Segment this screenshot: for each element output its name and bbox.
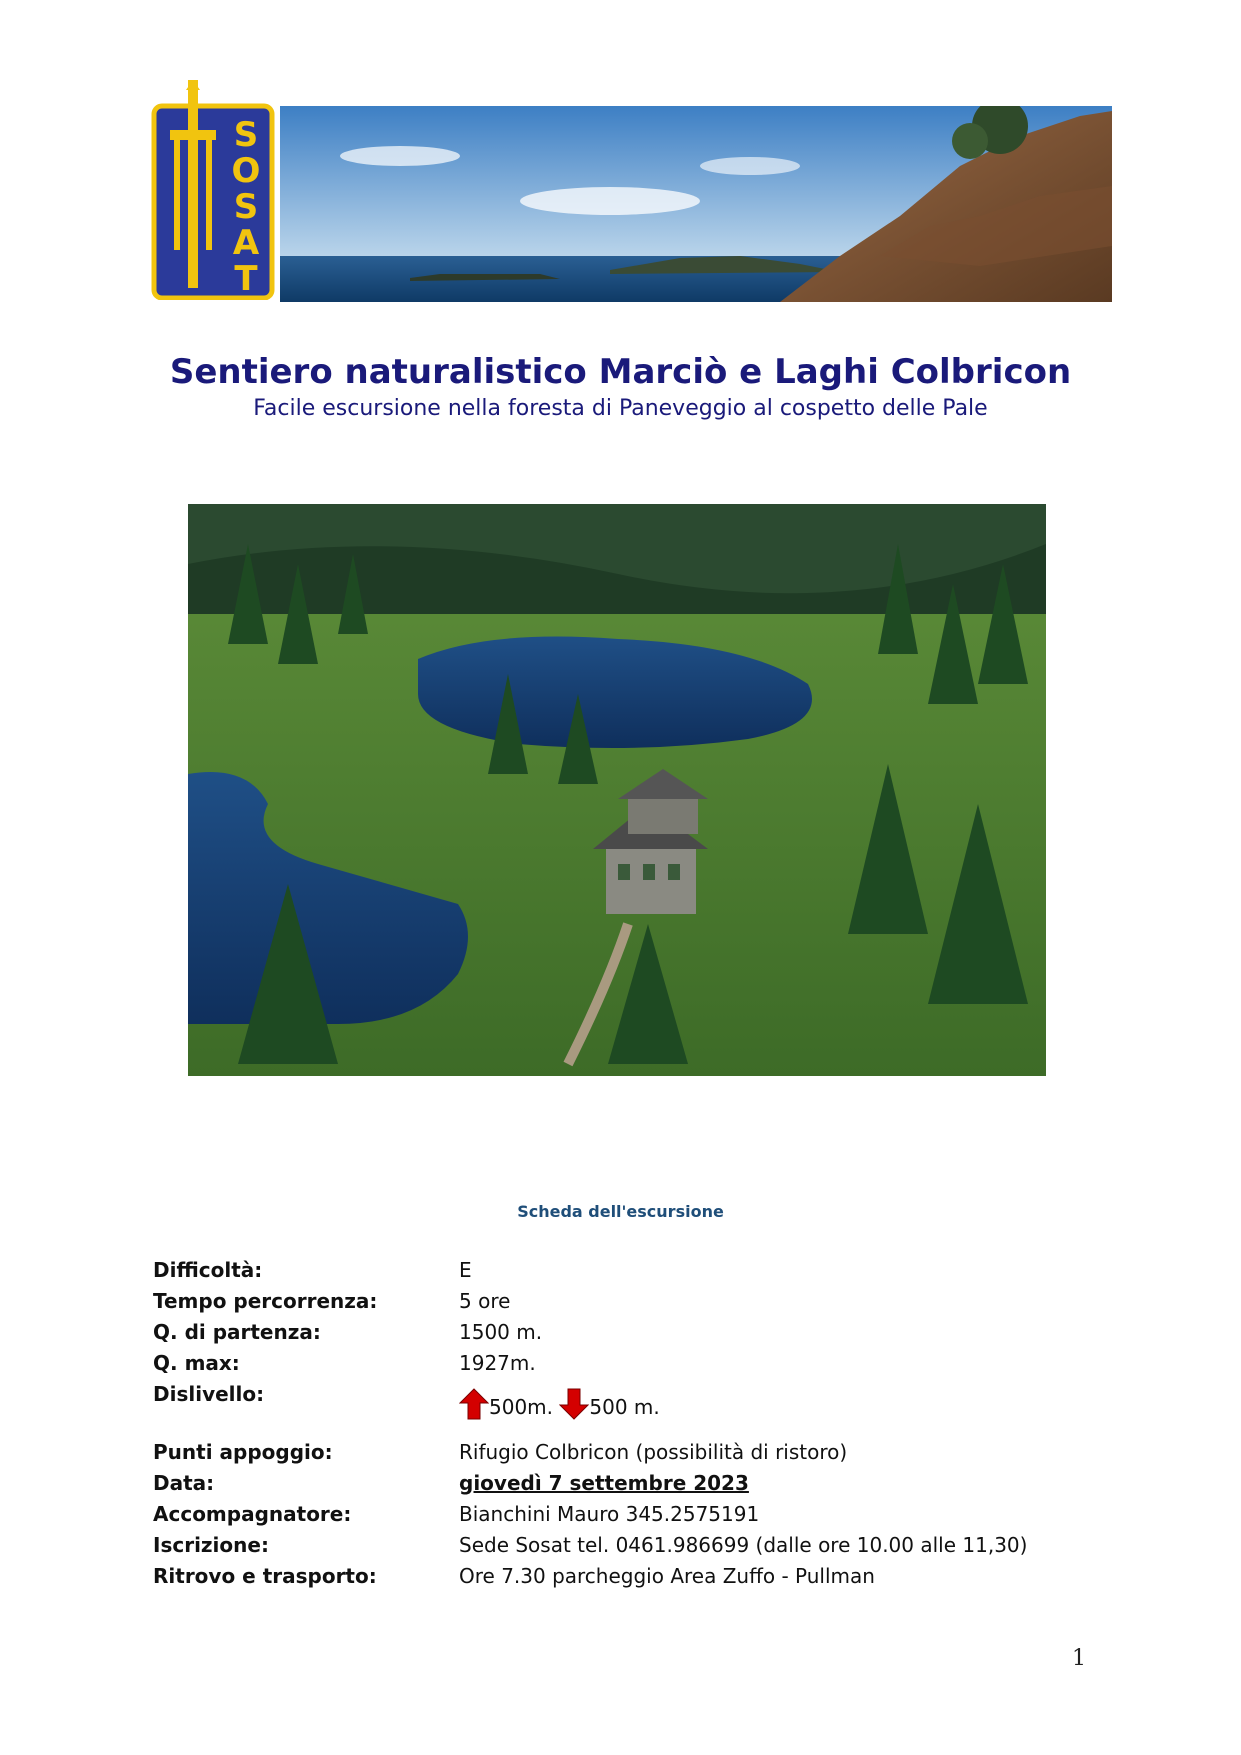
detail-label: Difficoltà: (153, 1258, 263, 1282)
detail-label: Tempo percorrenza: (153, 1289, 378, 1313)
logo-letter: A (232, 223, 260, 263)
logo-letter: S (233, 187, 259, 227)
detail-value (459, 1388, 660, 1425)
arrow-up-icon (459, 1388, 489, 1425)
dislivello-down-value: 500 m. (589, 1395, 660, 1419)
banner-image (280, 106, 1112, 302)
detail-label: Data: (153, 1471, 215, 1495)
detail-label: Ritrovo e trasporto: (153, 1564, 377, 1588)
detail-label: Q. di partenza: (153, 1320, 321, 1344)
detail-value: Bianchini Mauro 345.2575191 (459, 1502, 760, 1526)
detail-value: 1500 m. (459, 1320, 543, 1344)
dislivello-up-value: 500m. (489, 1395, 554, 1419)
arrow-down-icon (559, 1388, 589, 1425)
section-title: Scheda dell'escursione (517, 1202, 724, 1221)
main-photo (188, 504, 1046, 1076)
detail-value: Rifugio Colbricon (possibilità di ristoro) (459, 1440, 848, 1464)
document-title: Sentiero naturalistico Marciò e Laghi Colbricon (169, 352, 1072, 392)
detail-label: Q. max: (153, 1351, 240, 1375)
detail-row-dislivello (153, 1382, 1093, 1422)
detail-label: Iscrizione: (153, 1533, 269, 1557)
logo-letter: T (234, 259, 258, 299)
detail-value: 5 ore (459, 1289, 511, 1313)
detail-label: Dislivello: (153, 1382, 265, 1406)
document-subtitle: Facile escursione nella foresta di Paneveggio al cospetto delle Pale (253, 396, 988, 421)
logo-letter: O (231, 151, 261, 191)
detail-value: 1927m. (459, 1351, 536, 1375)
page-number: 1 (1072, 1646, 1086, 1671)
detail-label: Accompagnatore: (153, 1502, 352, 1526)
detail-label: Punti appoggio: (153, 1440, 333, 1464)
sosat-logo (150, 80, 276, 300)
logo-letter: S (233, 115, 259, 155)
detail-value-date: giovedì 7 settembre 2023 (459, 1471, 749, 1495)
detail-value: E (459, 1258, 472, 1282)
detail-value: Sede Sosat tel. 0461.986699 (dalle ore 10.00 alle 11,30) (459, 1533, 1028, 1557)
detail-value: Ore 7.30 parcheggio Area Zuffo - Pullman (459, 1564, 875, 1588)
